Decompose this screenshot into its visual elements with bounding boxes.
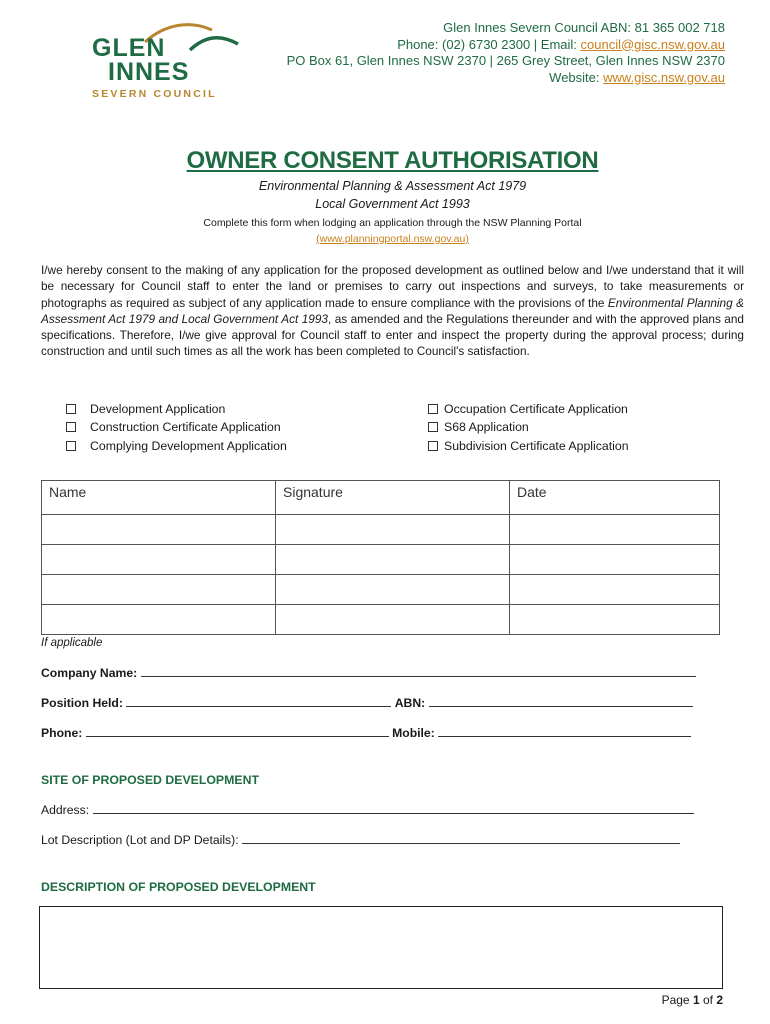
checkbox-construction-certificate[interactable]	[66, 420, 281, 434]
table-row	[42, 605, 720, 635]
contact-phone-email	[287, 37, 725, 54]
portal-note: Complete this form when lodging an application through the NSW Planning Portal	[203, 217, 582, 229]
description-heading: DESCRIPTION OF PROPOSED DEVELOPMENT	[41, 880, 316, 894]
checkbox-label: Construction Certificate Application	[90, 420, 281, 434]
table-row	[42, 575, 720, 605]
checkbox-label: Development Application	[90, 402, 226, 416]
page-title: OWNER CONSENT AUTHORISATION	[186, 147, 599, 174]
date-cell[interactable]	[510, 605, 720, 635]
checkbox-icon[interactable]	[66, 404, 76, 414]
page-current: 1	[692, 993, 700, 1007]
checkbox-icon[interactable]	[428, 441, 438, 451]
address-field[interactable]	[93, 803, 694, 814]
act-epa: Environmental Planning & Assessment Act 1979	[258, 179, 527, 193]
contact-phone: Phone: (02) 6730 2300 | Email:	[397, 36, 581, 52]
name-cell[interactable]	[42, 575, 276, 605]
contact-address: PO Box 61, Glen Innes NSW 2370 | 265 Grey Street, Glen Innes NSW 2370	[286, 53, 725, 68]
logo-subtitle: SEVERN COUNCIL	[92, 88, 217, 100]
if-applicable-label: If applicable	[41, 637, 103, 649]
signature-table	[41, 480, 720, 635]
contact-website	[287, 70, 725, 87]
checkbox-occupation-certificate[interactable]	[428, 402, 628, 416]
checkbox-icon[interactable]	[66, 441, 76, 451]
website-label: Website:	[549, 69, 604, 85]
abn-label: ABN:	[394, 696, 426, 710]
date-cell[interactable]	[510, 575, 720, 605]
website-link[interactable]: www.gisc.nsw.gov.au	[603, 69, 725, 85]
address-label: Address:	[41, 803, 90, 817]
date-cell[interactable]	[510, 545, 720, 575]
lot-field[interactable]	[242, 833, 680, 844]
signature-cell[interactable]	[276, 575, 510, 605]
page-total: 2	[716, 993, 723, 1007]
consent-paragraph	[41, 262, 744, 360]
checkbox-label: Subdivision Certificate Application	[444, 439, 629, 453]
description-textbox[interactable]	[39, 906, 723, 989]
consent-text-1: I/we hereby consent to the making of any application for the proposed development as outlined below and I/we understand that it will be necessary for Council staff to enter the land or premises to carry out inspections and surveys, to take measurements or photographs as required as subject of any application made to ensure compliance with the provisions of the	[41, 263, 744, 310]
company-name-label: Company Name:	[41, 666, 138, 680]
portal-link[interactable]: (www.planningportal.nsw.gov.au)	[316, 233, 469, 245]
checkbox-label: Complying Development Application	[90, 439, 287, 453]
mobile-field[interactable]	[438, 726, 691, 737]
column-header-signature: Signature	[276, 481, 510, 515]
date-cell[interactable]	[510, 515, 720, 545]
name-cell[interactable]	[42, 515, 276, 545]
name-cell[interactable]	[42, 605, 276, 635]
checkbox-label: Occupation Certificate Application	[444, 402, 628, 416]
address-row	[41, 803, 694, 817]
position-abn-row	[41, 696, 693, 710]
column-header-name: Name	[42, 481, 276, 515]
lot-label: Lot Description (Lot and DP Details):	[41, 833, 239, 847]
site-heading: SITE OF PROPOSED DEVELOPMENT	[41, 773, 259, 787]
checkbox-complying-development[interactable]	[66, 439, 287, 453]
logo-word-glen: GLEN	[92, 34, 166, 62]
consent-text-2: , as amended and the Regulations thereunder and with the approved plans and specifications. Therefore, I/we give approval for Council staff to enter and inspect the property during the approval process; during construction and until such times as all the work has been completed to Council's satisfaction.	[41, 311, 744, 359]
checkbox-icon[interactable]	[428, 422, 438, 432]
phone-label: Phone:	[41, 726, 83, 740]
signature-cell[interactable]	[276, 545, 510, 575]
mobile-label: Mobile:	[392, 726, 435, 740]
page-of: of	[699, 993, 717, 1007]
checkbox-icon[interactable]	[428, 404, 438, 414]
council-logo	[90, 20, 240, 102]
checkbox-development-application[interactable]	[66, 402, 225, 416]
checkbox-subdivision-certificate[interactable]	[428, 439, 629, 453]
contact-abn: Glen Innes Severn Council ABN: 81 365 002 718	[443, 20, 725, 35]
name-cell[interactable]	[42, 545, 276, 575]
phone-field[interactable]	[86, 726, 389, 737]
phone-mobile-row	[41, 726, 691, 740]
position-held-label: Position Held:	[41, 696, 123, 710]
table-row	[42, 545, 720, 575]
company-name-row	[41, 666, 696, 680]
act-lga: Local Government Act 1993	[315, 197, 470, 211]
email-link[interactable]: council@gisc.nsw.gov.au	[580, 36, 725, 52]
page-prefix: Page	[661, 993, 693, 1007]
consent-acts-italic: Environmental Planning & Assessment Act 1979 and Local Government Act 1993	[41, 295, 744, 326]
position-held-field[interactable]	[126, 696, 391, 707]
logo-word-innes: INNES	[108, 58, 190, 86]
signature-cell[interactable]	[276, 515, 510, 545]
contact-block	[287, 20, 725, 86]
table-row	[42, 515, 720, 545]
checkbox-s68-application[interactable]	[428, 420, 529, 434]
checkbox-icon[interactable]	[66, 422, 76, 432]
abn-field[interactable]	[429, 696, 693, 707]
column-header-date: Date	[510, 481, 720, 515]
page-number	[662, 993, 723, 1007]
lot-row	[41, 833, 680, 847]
signature-cell[interactable]	[276, 605, 510, 635]
table-header-row	[42, 481, 720, 515]
company-name-field[interactable]	[141, 666, 696, 677]
checkbox-label: S68 Application	[444, 420, 529, 434]
